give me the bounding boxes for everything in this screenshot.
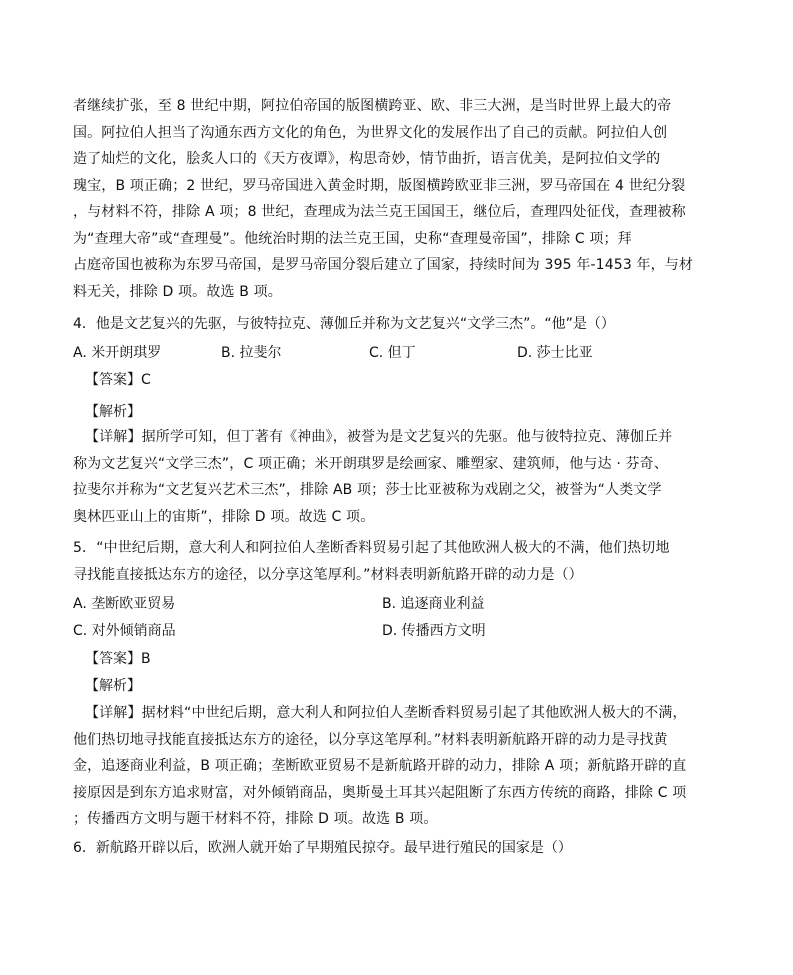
q3-analysis-continued (73, 93, 721, 305)
answer-value: C (141, 372, 151, 388)
text-line: 他们热切地寻找能直接抵达东方的途径，以分享这笔厚利。”材料表明新航路开辟的动力是寻找黄 (73, 731, 668, 748)
text-line: 寻找能直接抵达东方的途径，以分享这笔厚利。”材料表明新航路开辟的动力是（） (73, 566, 583, 583)
answer-value: B (141, 651, 151, 667)
text-line: 奥林匹亚山上的宙斯”，排除 D 项。故选 C 项。 (73, 508, 375, 525)
text-line: 占庭帝国也被称为东罗马帝国，是罗马帝国分裂后建立了国家，持续时间为 395 年-1453 年，与材 (73, 257, 694, 273)
text-line: 瑰宝，B 项正确；2 世纪，罗马帝国进入黄金时期，版图横跨欧亚非三洲，罗马帝国在 4 世纪分裂 (73, 177, 686, 194)
q5-option-a: A. 垄断欧亚贸易 (73, 596, 176, 612)
text-line: 拉斐尔并称为“文艺复兴艺术三杰”，排除 AB 项；莎士比亚被称为戏剧之父，被誉为“人类文学 (73, 482, 662, 498)
text-line: 【详解】据材料“中世纪后期，意大利人和阿拉伯人垄断香料贸易引起了其他欧洲人极大的不满， (85, 705, 687, 721)
text-line: 5．“中世纪后期，意大利人和阿拉伯人垄断香料贸易引起了其他欧洲人极大的不满，他们热切地 (73, 540, 670, 556)
text-line: ，与材料不符，排除 A 项；8 世纪，查理成为法兰克王国国王，继位后，查理四处征伐，查理被称 (73, 204, 686, 220)
q4-detail (73, 424, 721, 530)
text-line: 称为文艺复兴“文学三杰”，C 项正确；米开朗琪罗是绘画家、雕塑家、建筑师，他与达 · 芬奇、 (73, 455, 668, 472)
q5-answer (85, 649, 151, 669)
q4-option-a: A. 米开朗琪罗 (73, 345, 162, 361)
q5-analysis-label: 【解析】 (85, 678, 141, 694)
q5-option-b: B. 追逐商业利益 (382, 596, 485, 612)
answer-label: 【答案】 (85, 372, 141, 388)
text-line: 料无关，排除 D 项。故选 B 项。 (73, 283, 282, 300)
text-line: 【详解】据所学可知，但丁著有《神曲》，被誉为是文艺复兴的先驱。他与彼特拉克、薄伽丘并 (85, 429, 673, 445)
q5-option-c: C. 对外倾销商品 (73, 623, 176, 639)
answer-label: 【答案】 (85, 651, 141, 667)
text-line: 国。阿拉伯人担当了沟通东西方文化的角色，为世界文化的发展作出了自己的贡献。阿拉伯人创 (73, 124, 668, 141)
q4-option-b: B. 拉斐尔 (221, 345, 282, 361)
text-line: 为“查理大帝”或“查理曼”。他统治时期的法兰克王国，史称“查理曼帝国”，排除 C 项；拜 (73, 230, 632, 247)
q4-option-d: D. 莎士比亚 (517, 345, 593, 361)
text-line: 接原因是到东方追求财富，对外倾销商品，奥斯曼土耳其兴起阻断了东西方传统的商路，排除 C 项 (73, 784, 687, 801)
text-line: 者继续扩张，至 8 世纪中期，阿拉伯帝国的版图横跨亚、欧、非三大洲，是当时世界上最大的帝 (73, 98, 672, 114)
q4-analysis-label: 【解析】 (85, 404, 141, 420)
q5-detail (73, 700, 721, 833)
q5-option-d: D. 传播西方文明 (382, 623, 486, 639)
text-line: 造了灿烂的文化，脍炙人口的《天方夜谭》，构思奇妙，情节曲折，语言优美，是阿拉伯文学的 (73, 151, 661, 167)
q4-answer (85, 370, 151, 390)
q4-option-c: C. 但丁 (369, 345, 416, 361)
text-line: ；传播西方文明与题干材料不符，排除 D 项。故选 B 项。 (73, 811, 438, 827)
text-line: 金，追逐商业利益，B 项正确；垄断欧亚贸易不是新航路开辟的动力，排除 A 项；新航路开辟的直 (73, 758, 687, 774)
q5-stem (73, 535, 721, 588)
q6-stem: 6．新航路开辟以后，欧洲人就开始了早期殖民掠夺。最早进行殖民的国家是（） (73, 840, 572, 856)
q4-stem: 4．他是文艺复兴的先驱，与彼特拉克、薄伽丘并称为文艺复兴“文学三杰”。“他”是（） (73, 316, 615, 332)
